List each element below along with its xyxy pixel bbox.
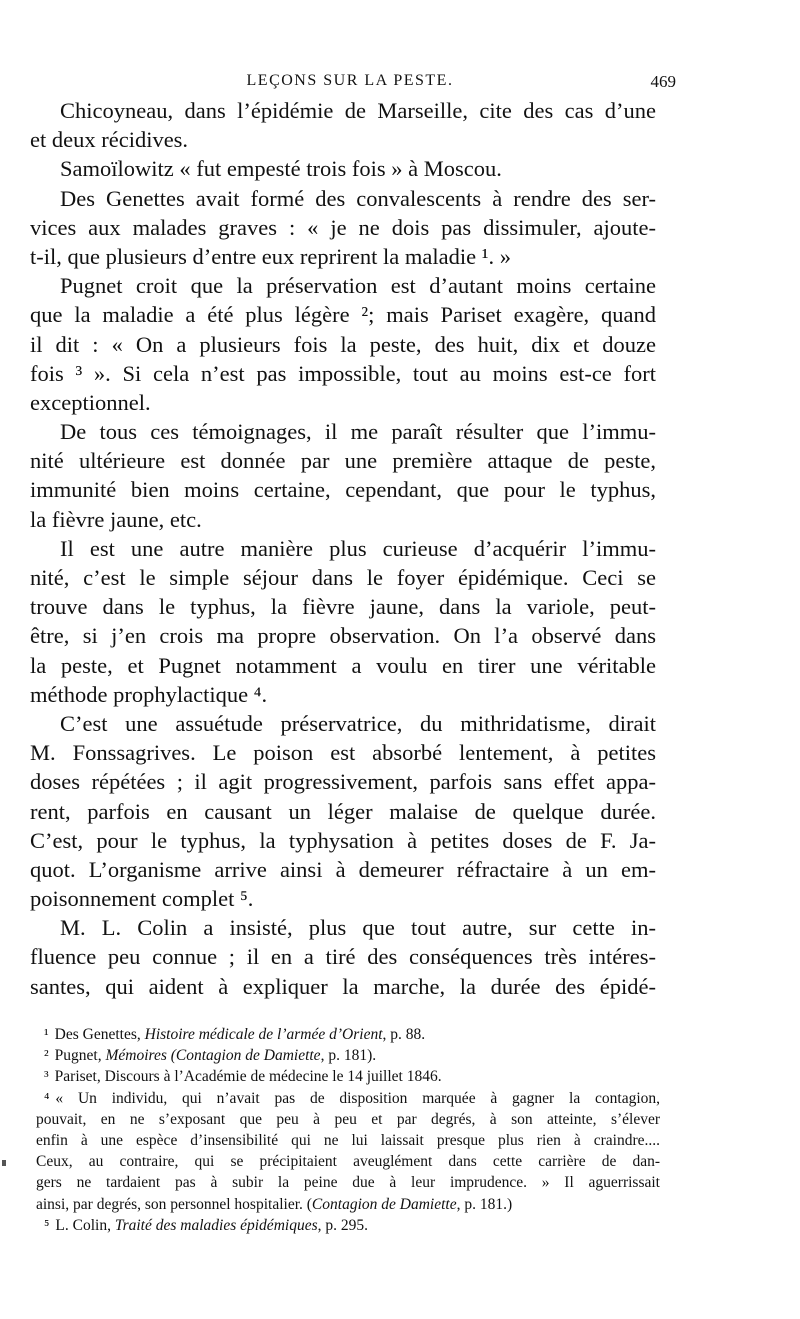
margin-mark (2, 1160, 6, 1166)
footnote-title: Histoire médicale de l’armée d’Orient (144, 1026, 383, 1043)
text-line: t-il, que plusieurs d’entre eux reprirent la maladie ¹. » (30, 243, 511, 269)
footnote-text: Ceux, au contraire, qui se précipitaient aveuglément dans cette carrière de dan- (36, 1153, 660, 1171)
footnote-text: ainsi, par degrés, son personnel hospitalier. ( (36, 1195, 312, 1213)
body-text (30, 96, 656, 1001)
footnote-mark: ¹ (44, 1026, 49, 1043)
text-line: nité ultérieure est donnée par une première attaque de peste, (30, 448, 656, 474)
footnote-tail: , p. 181.) (456, 1195, 513, 1213)
footnote-line (30, 1109, 660, 1130)
footnote-mark: ² (44, 1047, 49, 1065)
footnote-text: Pariset, Discours à l’Académie de médecine le 14 juillet 1846. (54, 1068, 442, 1086)
text-line: C’est une assuétude préservatrice, du mithridatisme, dirait (60, 710, 656, 736)
text-line: et deux récidives. (30, 127, 189, 153)
footnote-title: Contagion de Damiette (311, 1195, 457, 1213)
text-line: M. L. Colin a insisté, plus que tout autre, sur cette in- (60, 915, 656, 941)
text-line: exceptionnel. (30, 389, 151, 415)
footnote-line (30, 1066, 660, 1087)
footnote-tail: , p. 88. (382, 1026, 426, 1043)
text-line: la peste, et Pugnet notamment a voulu en tirer une véritable (30, 652, 656, 678)
text-line: vices aux malades graves : « je ne dois pas dissimuler, ajoute- (30, 214, 656, 240)
footnote-line (30, 1215, 660, 1236)
footnote-line (30, 1151, 660, 1172)
text-line: nité, c’est le simple séjour dans le foyer épidémique. Ceci se (30, 565, 656, 590)
footnote-text: L. Colin, (55, 1216, 115, 1234)
text-line: Samoïlowitz « fut empesté trois fois » à Moscou. (60, 156, 502, 182)
text-line: Pugnet croit que la préservation est d’autant moins certaine (60, 273, 656, 299)
footnote-text: Pugnet, (54, 1047, 106, 1065)
footnote-text: Des Genettes, (54, 1026, 145, 1043)
text-line: M. Fonssagrives. Le poison est absorbé lentement, à petites (30, 740, 656, 766)
text-line: fois ³ ». Si cela n’est pas impossible, tout au moins est-ce fort (30, 360, 656, 386)
text-line: Il est une autre manière plus curieuse d’acquérir l’immu- (60, 535, 656, 561)
page-header (30, 70, 676, 94)
footnote-line (30, 1130, 660, 1151)
footnote-mark: ⁴ (44, 1089, 50, 1107)
footnote-line (30, 1088, 660, 1109)
footnote-text: « Un individu, qui n’avait pas de disposition marquée à gagner la contagion, (55, 1089, 660, 1107)
text-line: rent, parfois en causant un léger malaise de quelque durée. (30, 798, 656, 824)
footnotes (30, 1024, 660, 1236)
footnote-text: gers ne tardaient pas à subir la peine due à leur imprudence. » Il aguerrissait (36, 1174, 660, 1192)
footnote-tail: , p. 181). (320, 1047, 377, 1065)
text-line: doses répétées ; il agit progressivement, parfois sans effet appa- (30, 769, 656, 795)
text-line: la fièvre jaune, etc. (30, 506, 202, 532)
text-line: il dit : « On a plusieurs fois la peste, des huit, dix et douze (30, 331, 656, 357)
footnote-line (30, 1194, 660, 1215)
footnote-tail: , p. 295. (317, 1216, 368, 1234)
footnote-text: enfin à une espèce d’insensibilité qui ne lui laissait presque plus rien à craindre.... (36, 1131, 660, 1149)
footnote-title: Mémoires (Contagion de Damiette (105, 1047, 321, 1065)
text-line: méthode prophylactique ⁴. (30, 681, 268, 707)
text-line: immunité bien moins certaine, cependant, que pour le typhus, (30, 477, 656, 503)
text-line: santes, qui aident à expliquer la marche, la durée des épidé- (30, 973, 656, 999)
footnote-line (30, 1172, 660, 1193)
footnote-line (30, 1045, 660, 1066)
text-line: poisonnement complet ⁵. (30, 886, 254, 912)
footnote-text: pouvait, en ne s’exposant que peu à peu et par degrés, à son atteinte, s’élever (36, 1110, 660, 1128)
footnote-title: Traité des maladies épidémiques (114, 1216, 318, 1234)
text-line: Chicoyneau, dans l’épidémie de Marseille, cite des cas d’une (60, 98, 656, 123)
text-line: C’est, pour le typhus, la typhysation à petites doses de F. Ja- (30, 827, 656, 853)
footnote-mark: ⁵ (44, 1216, 50, 1234)
text-line: être, si j’en crois ma propre observation. On l’a observé dans (30, 623, 656, 649)
text-line: quot. L’organisme arrive ainsi à demeurer réfractaire à un em- (30, 856, 656, 882)
text-line: que la maladie a été plus légère ²; mais Pariset exagère, quand (30, 302, 656, 328)
footnote-mark: ³ (44, 1068, 49, 1086)
page-number: 469 (650, 72, 676, 91)
running-head: LEÇONS SUR LA PESTE. (246, 72, 454, 89)
text-line: fluence peu connue ; il en a tiré des conséquences très intéres- (30, 944, 656, 970)
text-line: De tous ces témoignages, il me paraît résulter que l’immu- (60, 419, 656, 445)
text-line: trouve dans le typhus, la fièvre jaune, dans la variole, peut- (30, 594, 656, 620)
text-line: Des Genettes avait formé des convalescents à rendre des ser- (60, 185, 656, 211)
footnote-line (30, 1024, 660, 1045)
